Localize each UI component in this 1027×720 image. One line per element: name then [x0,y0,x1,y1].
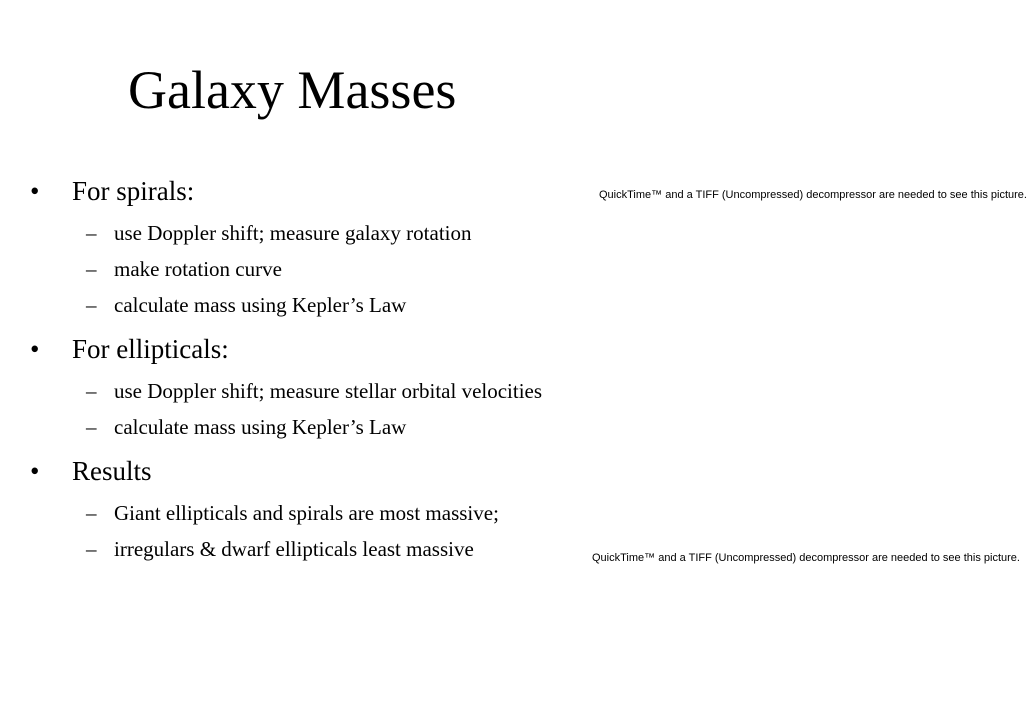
bullet-for-ellipticals [30,330,590,368]
sub-bullet-text: make rotation curve [114,257,282,281]
slide-title: Galaxy Masses [128,60,457,120]
bullet-results [30,452,590,490]
bullet-for-spirals [30,172,590,210]
sub-bullet [30,378,590,404]
sub-bullet [30,500,590,526]
bullet-text: For ellipticals: [72,334,229,364]
sub-bullet [30,414,590,440]
sub-bullet-text: use Doppler shift; measure galaxy rotation [114,221,472,245]
sub-bullet [30,256,590,282]
bullet-list [30,172,590,562]
sub-bullet-text: Giant ellipticals and spirals are most massive; [114,501,499,525]
sub-bullet-text: irregulars & dwarf ellipticals least massive [114,537,474,561]
sub-bullet-text: use Doppler shift; measure stellar orbital velocities [114,379,543,403]
dash-icon: – [86,501,97,525]
bullet-icon: • [30,456,40,486]
dash-icon: – [86,221,97,245]
image-placeholder-top: QuickTime™ and a TIFF (Uncompressed) decompressor are needed to see this picture. [599,189,1027,201]
bullet-text: Results [72,456,152,486]
dash-icon: – [86,537,97,561]
bullet-icon: • [30,334,40,364]
sub-bullet [30,220,590,246]
sub-bullet-text: calculate mass using Kepler’s Law [114,415,407,439]
image-placeholder-bottom: QuickTime™ and a TIFF (Uncompressed) decompressor are needed to see this picture. [592,552,1020,564]
sub-bullet [30,536,590,562]
dash-icon: – [86,379,97,403]
bullet-icon: • [30,176,40,206]
dash-icon: – [86,257,97,281]
dash-icon: – [86,293,97,317]
dash-icon: – [86,415,97,439]
bullet-text: For spirals: [72,176,195,206]
sub-bullet-text: calculate mass using Kepler’s Law [114,293,407,317]
sub-bullet [30,292,590,318]
